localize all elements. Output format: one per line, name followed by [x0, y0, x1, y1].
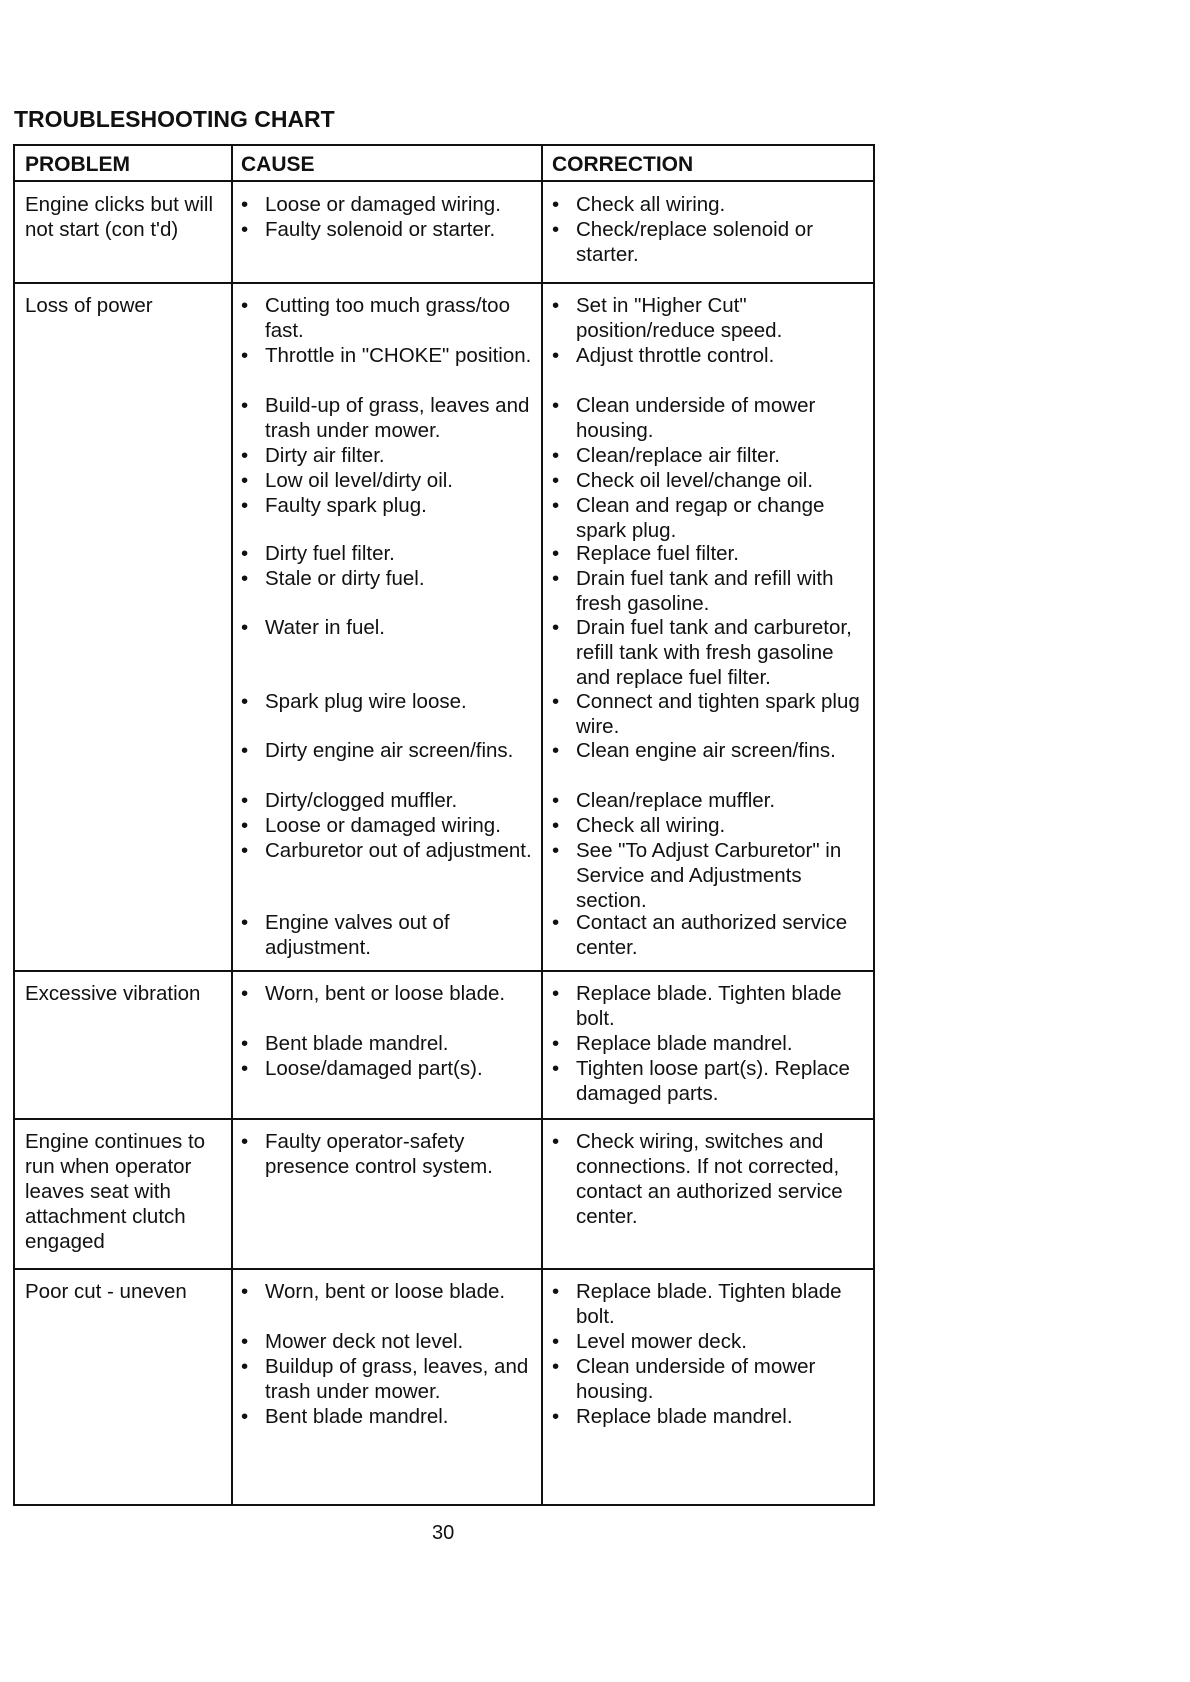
cause-item: • Worn, bent or loose blade. — [241, 1280, 506, 1303]
cause-item: • Bent blade mandrel. — [241, 1032, 449, 1055]
bullet-icon: • — [552, 469, 560, 492]
correction-item: • Replace blade mandrel. — [552, 1405, 793, 1428]
page-number: 30 — [432, 1522, 455, 1544]
bullet-icon: • — [241, 1405, 249, 1428]
cause-item: • Water in fuel. — [241, 616, 386, 639]
bullet-icon: • — [241, 218, 249, 241]
bullet-icon: • — [241, 982, 249, 1005]
bullet-icon: • — [241, 494, 249, 517]
cause-cell — [241, 192, 541, 272]
bullet-icon: • — [241, 814, 249, 837]
bullet-icon: • — [241, 839, 249, 862]
bullet-icon: • — [241, 394, 249, 417]
bullet-icon: • — [241, 616, 249, 639]
cause-item: • Mower deck not level. — [241, 1330, 464, 1353]
correction-item: • Connect and tighten spark plug wire. — [552, 690, 860, 738]
bullet-icon: • — [552, 814, 560, 837]
correction-item: • Replace blade. Tighten blade bolt. — [552, 1280, 842, 1328]
bullet-icon: • — [241, 789, 249, 812]
correction-item: • Clean engine air screen/fins. — [552, 739, 836, 762]
bullet-icon: • — [552, 294, 560, 317]
correction-cell — [552, 1279, 870, 1479]
bullet-icon: • — [552, 193, 560, 216]
correction-item: • See "To Adjust Carburetor" in Service and Adjustments section. — [552, 839, 842, 912]
cause-item: • Loose/damaged part(s). — [241, 1057, 483, 1080]
cause-item: • Dirty engine air screen/fins. — [241, 739, 514, 762]
bullet-icon: • — [552, 494, 560, 517]
correction-item: • Check/replace solenoid or starter. — [552, 218, 814, 266]
column-divider — [541, 146, 543, 1504]
cause-item: • Worn, bent or loose blade. — [241, 982, 506, 1005]
bullet-icon: • — [241, 739, 249, 762]
bullet-icon: • — [552, 567, 560, 590]
bullet-icon: • — [241, 1032, 249, 1055]
bullet-icon: • — [552, 218, 560, 241]
correction-item: • Drain fuel tank and carburetor, refill tank with fresh gasoline and replace fuel filter. — [552, 616, 852, 689]
bullet-icon: • — [552, 839, 560, 862]
chart-title: TROUBLESHOOTING CHART — [14, 106, 335, 132]
cause-item: • Spark plug wire loose. — [241, 690, 467, 713]
cause-item: • Faulty operator-safety presence control system. — [241, 1130, 493, 1178]
correction-item: • Clean/replace muffler. — [552, 789, 776, 812]
bullet-icon: • — [552, 1032, 560, 1055]
bullet-icon: • — [552, 982, 560, 1005]
problem-cell: Poor cut - uneven — [25, 1280, 187, 1303]
cause-cell — [241, 1129, 541, 1259]
problem-cell: Engine clicks but will not start (con t'd) — [25, 193, 213, 241]
correction-item: • Replace blade. Tighten blade bolt. — [552, 982, 842, 1030]
correction-cell — [552, 192, 870, 272]
bullet-icon: • — [241, 294, 249, 317]
cause-item: • Dirty air filter. — [241, 444, 385, 467]
row-divider — [15, 1268, 873, 1270]
correction-item: • Clean/replace air filter. — [552, 444, 780, 467]
correction-item: • Tighten loose part(s). Replace damaged parts. — [552, 1057, 850, 1105]
cause-item: • Throttle in "CHOKE" position. — [241, 344, 532, 367]
bullet-icon: • — [241, 1355, 249, 1378]
header-problem: PROBLEM — [25, 153, 130, 176]
correction-item: • Level mower deck. — [552, 1330, 747, 1353]
bullet-icon: • — [241, 1330, 249, 1353]
correction-item: • Replace fuel filter. — [552, 542, 739, 565]
bullet-icon: • — [241, 344, 249, 367]
bullet-icon: • — [241, 1057, 249, 1080]
correction-item: • Check oil level/change oil. — [552, 469, 814, 492]
cause-item: • Build-up of grass, leaves and trash under mower. — [241, 394, 530, 442]
cause-cell — [241, 1279, 541, 1479]
cause-item: • Faulty spark plug. — [241, 494, 427, 517]
cause-item: • Engine valves out of adjustment. — [241, 911, 450, 959]
correction-item: • Check all wiring. — [552, 814, 726, 837]
bullet-icon: • — [552, 911, 560, 934]
bullet-icon: • — [552, 1280, 560, 1303]
bullet-icon: • — [241, 193, 249, 216]
cause-item: • Cutting too much grass/too fast. — [241, 294, 510, 342]
correction-item: • Drain fuel tank and refill with fresh gasoline. — [552, 567, 834, 615]
cause-cell — [241, 981, 541, 1111]
correction-item: • Check wiring, switches and connections. If not corrected, contact an authorized service center. — [552, 1130, 843, 1228]
correction-item: • Check all wiring. — [552, 193, 726, 216]
header-correction: CORRECTION — [552, 153, 694, 176]
bullet-icon: • — [241, 542, 249, 565]
cause-cell — [241, 293, 541, 963]
correction-item: • Contact an authorized service center. — [552, 911, 848, 959]
correction-cell — [552, 293, 870, 963]
bullet-icon: • — [552, 739, 560, 762]
row-divider — [15, 1118, 873, 1120]
bullet-icon: • — [552, 394, 560, 417]
correction-item: • Clean underside of mower housing. — [552, 394, 816, 442]
column-divider — [231, 146, 233, 1504]
bullet-icon: • — [552, 1355, 560, 1378]
bullet-icon: • — [241, 911, 249, 934]
bullet-icon: • — [552, 616, 560, 639]
correction-cell — [552, 1129, 870, 1259]
bullet-icon: • — [241, 1130, 249, 1153]
troubleshooting-table — [13, 144, 875, 1506]
bullet-icon: • — [552, 1057, 560, 1080]
cause-item: • Carburetor out of adjustment. — [241, 839, 532, 862]
bullet-icon: • — [552, 444, 560, 467]
cause-item: • Low oil level/dirty oil. — [241, 469, 453, 492]
bullet-icon: • — [552, 1130, 560, 1153]
cause-item: • Faulty solenoid or starter. — [241, 218, 496, 241]
cause-item: • Stale or dirty fuel. — [241, 567, 425, 590]
problem-cell: Excessive vibration — [25, 982, 201, 1005]
row-divider — [15, 282, 873, 284]
header-rule — [15, 180, 873, 182]
cause-item: • Buildup of grass, leaves, and trash under mower. — [241, 1355, 529, 1403]
problem-cell: Loss of power — [25, 294, 153, 317]
bullet-icon: • — [552, 1330, 560, 1353]
problem-cell: Engine continues to run when operator leaves seat with attachment clutch engaged — [25, 1130, 206, 1253]
correction-item: • Clean underside of mower housing. — [552, 1355, 816, 1403]
correction-item: • Set in "Higher Cut" position/reduce speed. — [552, 294, 783, 342]
cause-item: • Dirty fuel filter. — [241, 542, 395, 565]
cause-item: • Bent blade mandrel. — [241, 1405, 449, 1428]
bullet-icon: • — [241, 444, 249, 467]
bullet-icon: • — [552, 690, 560, 713]
cause-item: • Dirty/clogged muffler. — [241, 789, 458, 812]
correction-cell — [552, 981, 870, 1111]
bullet-icon: • — [552, 789, 560, 812]
bullet-icon: • — [241, 690, 249, 713]
correction-item: • Clean and regap or change spark plug. — [552, 494, 825, 542]
row-divider — [15, 970, 873, 972]
bullet-icon: • — [552, 542, 560, 565]
cause-item: • Loose or damaged wiring. — [241, 193, 501, 216]
bullet-icon: • — [552, 344, 560, 367]
correction-item: • Adjust throttle control. — [552, 344, 775, 367]
bullet-icon: • — [552, 1405, 560, 1428]
bullet-icon: • — [241, 469, 249, 492]
correction-item: • Replace blade mandrel. — [552, 1032, 793, 1055]
bullet-icon: • — [241, 1280, 249, 1303]
bullet-icon: • — [241, 567, 249, 590]
header-cause: CAUSE — [241, 153, 315, 176]
cause-item: • Loose or damaged wiring. — [241, 814, 501, 837]
